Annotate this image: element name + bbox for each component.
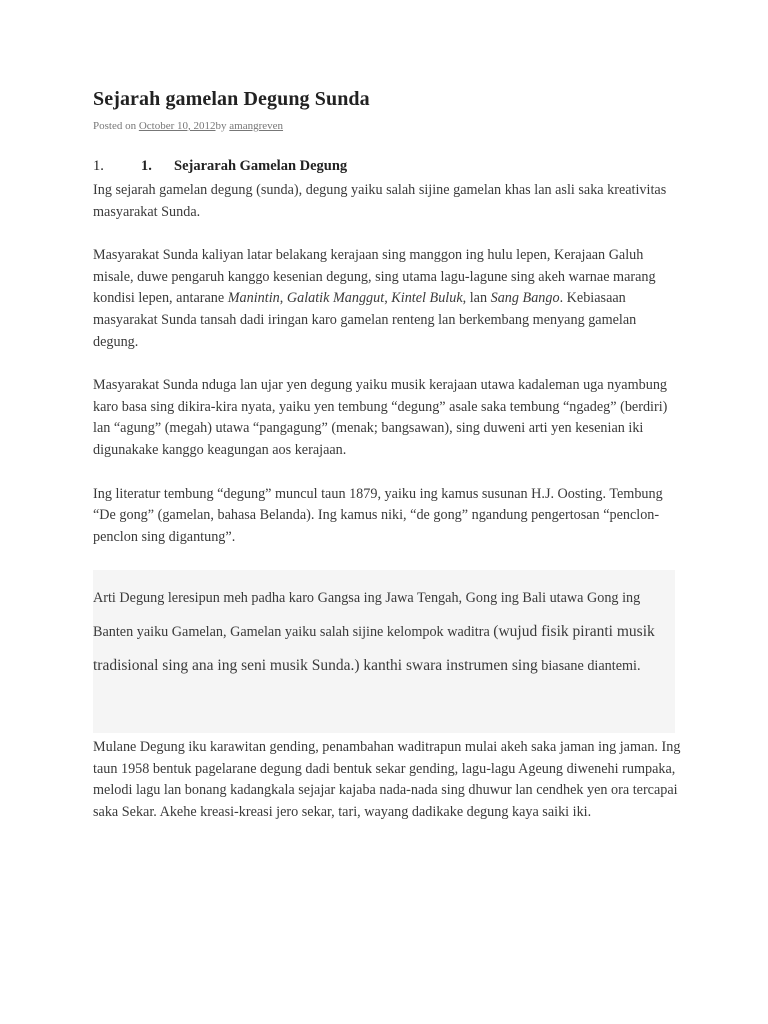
song-title-sang-bango: Sang Bango: [490, 290, 560, 307]
article-body-continued: [93, 737, 683, 823]
song-title-kintel-buluk: Kintel Buluk: [391, 290, 463, 307]
paragraph-5: Mulane Degung iku karawitan gending, penambahan waditrapun mulai akeh saka jaman ing jaman. Ing taun 1958 bentuk pagelarane degung dadi bentuk sekar gending, lagu-lagu Ageung diwenehi rumpaka, melodi lagu lan bonang kadangkala sejajar kajaba nada-nada sing dhuwur lan cendhek yen ora tercapai saka Sekar. Akehe kreasi-kreasi jero sekar, tari, wayang dadikake degung kaya saiki iki.: [93, 739, 681, 820]
song-title-galatik-manggut: Galatik Manggut: [286, 290, 385, 307]
paragraph-2: [93, 245, 683, 353]
separator: ,: [384, 290, 392, 307]
paragraph-1: Ing sejarah gamelan degung (sunda), degung yaiku salah sijine gamelan khas lan asli saka kreativitas masyarakat Sunda.: [93, 182, 667, 220]
inner-list-number: 1.: [141, 158, 152, 174]
separator: ,: [279, 290, 287, 307]
paragraph-4: Ing literatur tembung “degung” muncul taun 1879, yaiku ing kamus susunan H.J. Oosting. Tembung “De gong” (gamelan, bahasa Belanda). Ing kamus niki, “de gong” ngandung pengertosan “penclon-penclon sing digantung”.: [93, 485, 663, 545]
post-title: Sejarah gamelan Degung Sunda: [93, 88, 370, 110]
posted-on-label: Posted on: [93, 120, 137, 132]
separator: , lan: [462, 290, 491, 307]
post-meta: [93, 120, 283, 132]
quote-text-c: biasane diantemi.: [537, 658, 641, 674]
author-link[interactable]: amangreven: [229, 120, 284, 132]
quote-text-a: Arti Degung leresipun meh padha karo Gangsa ing Jawa Tengah, Gong ing Bali utawa Gong ing Banten yaiku Gamelan, Gamelan yaiku salah sijine kelompok waditra: [93, 590, 641, 640]
outer-list-number: 1.: [93, 158, 104, 174]
paragraph-2-text-b: . Kebiasaan masyarakat Sunda tansah dadi iringan karo gamelan renteng lan berkembang menyang gamelan degung.: [93, 290, 637, 350]
paragraph-3: Masyarakat Sunda nduga lan ujar yen degung yaiku musik kerajaan utawa kadaleman uga nyambung karo basa sing dikira-kira nyata, yaiku yen tembung “degung” asale saka tembung “ngadeg” (berdiri) lan “agung” (megah) utawa “pangagung” (menak; bangsawan), sing duweni arti yen kesenian iki digunakake kanggo keagungan aos kerajaan.: [93, 377, 668, 458]
paragraph-2-text-a: Masyarakat Sunda kaliyan latar belakang kerajaan sing manggon ing hulu lepen, Kerajaan Galuh misale, duwe pengaruh kanggo kesenian degung, sing utama lagu-lagune sing akeh warnae marang kondisi lepen, antarane: [93, 247, 656, 307]
song-title-manintin: Manintin: [227, 290, 280, 307]
post-date-link[interactable]: October 10, 2012: [138, 120, 216, 132]
by-label: by: [215, 120, 227, 132]
highlighted-quote-block: [93, 570, 675, 733]
section-heading-text: Sejararah Gamelan Degung: [174, 158, 348, 174]
article-body: [93, 180, 683, 570]
quote-text-b: (wujud fisik piranti musik tradisional sing ana ing seni musik Sunda.) kanthi swara instrumen sing: [93, 623, 655, 674]
